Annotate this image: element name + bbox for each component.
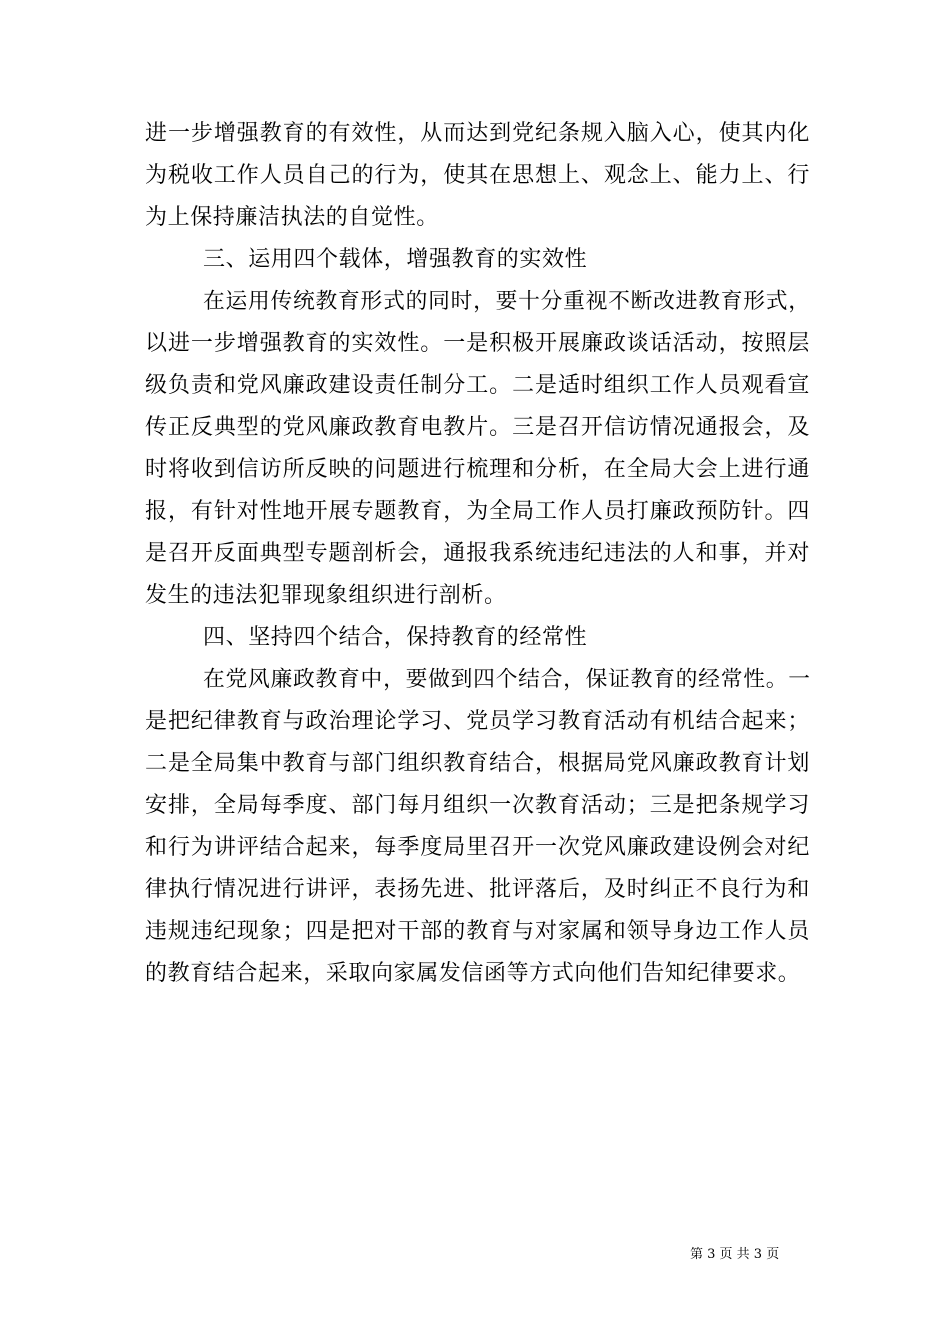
text-line: 进一步增强教育的有效性，从而达到党纪条规入脑入心，使其内化 [145, 121, 810, 146]
text-line: 发生的违法犯罪现象组织进行剖析。 [145, 583, 507, 608]
text-line: 为上保持廉洁执法的自觉性。 [145, 205, 439, 230]
text-line: 报，有针对性地开展专题教育，为全局工作人员打廉政预防针。四 [145, 499, 810, 524]
section-heading: 三、运用四个载体，增强教育的实效性 [203, 247, 588, 272]
text-line: 是把纪律教育与政治理论学习、党员学习教育活动有机结合起来； [145, 709, 810, 734]
section-heading: 四、坚持四个结合，保持教育的经常性 [203, 625, 588, 650]
text-line: 为税收工作人员自己的行为，使其在思想上、观念上、能力上、行 [145, 163, 810, 188]
text-line: 二是全局集中教育与部门组织教育结合，根据局党风廉政教育计划 [145, 751, 810, 776]
text-line: 以进一步增强教育的实效性。一是积极开展廉政谈话活动，按照层 [145, 331, 810, 356]
document-body [145, 113, 810, 995]
text-line: 的教育结合起来，采取向家属发信函等方式向他们告知纪律要求。 [145, 961, 801, 986]
text-line: 在运用传统教育形式的同时，要十分重视不断改进教育形式， [203, 289, 810, 314]
text-line: 传正反典型的党风廉政教育电教片。三是召开信访情况通报会，及 [145, 415, 810, 440]
text-line: 在党风廉政教育中，要做到四个结合，保证教育的经常性。一 [203, 667, 810, 692]
text-line: 和行为讲评结合起来，每季度局里召开一次党风廉政建设例会对纪 [145, 835, 810, 860]
text-line: 违规违纪现象；四是把对干部的教育与对家属和领导身边工作人员 [145, 919, 810, 944]
page-footer: 第 3 页 共 3 页 [690, 1247, 780, 1262]
text-line: 律执行情况进行讲评，表扬先进、批评落后，及时纠正不良行为和 [145, 877, 810, 902]
text-line: 时将收到信访所反映的问题进行梳理和分析，在全局大会上进行通 [145, 457, 810, 482]
text-line: 是召开反面典型专题剖析会，通报我系统违纪违法的人和事，并对 [145, 541, 810, 566]
text-line: 级负责和党风廉政建设责任制分工。二是适时组织工作人员观看宣 [145, 373, 810, 398]
text-line: 安排，全局每季度、部门每月组织一次教育活动；三是把条规学习 [145, 793, 810, 818]
